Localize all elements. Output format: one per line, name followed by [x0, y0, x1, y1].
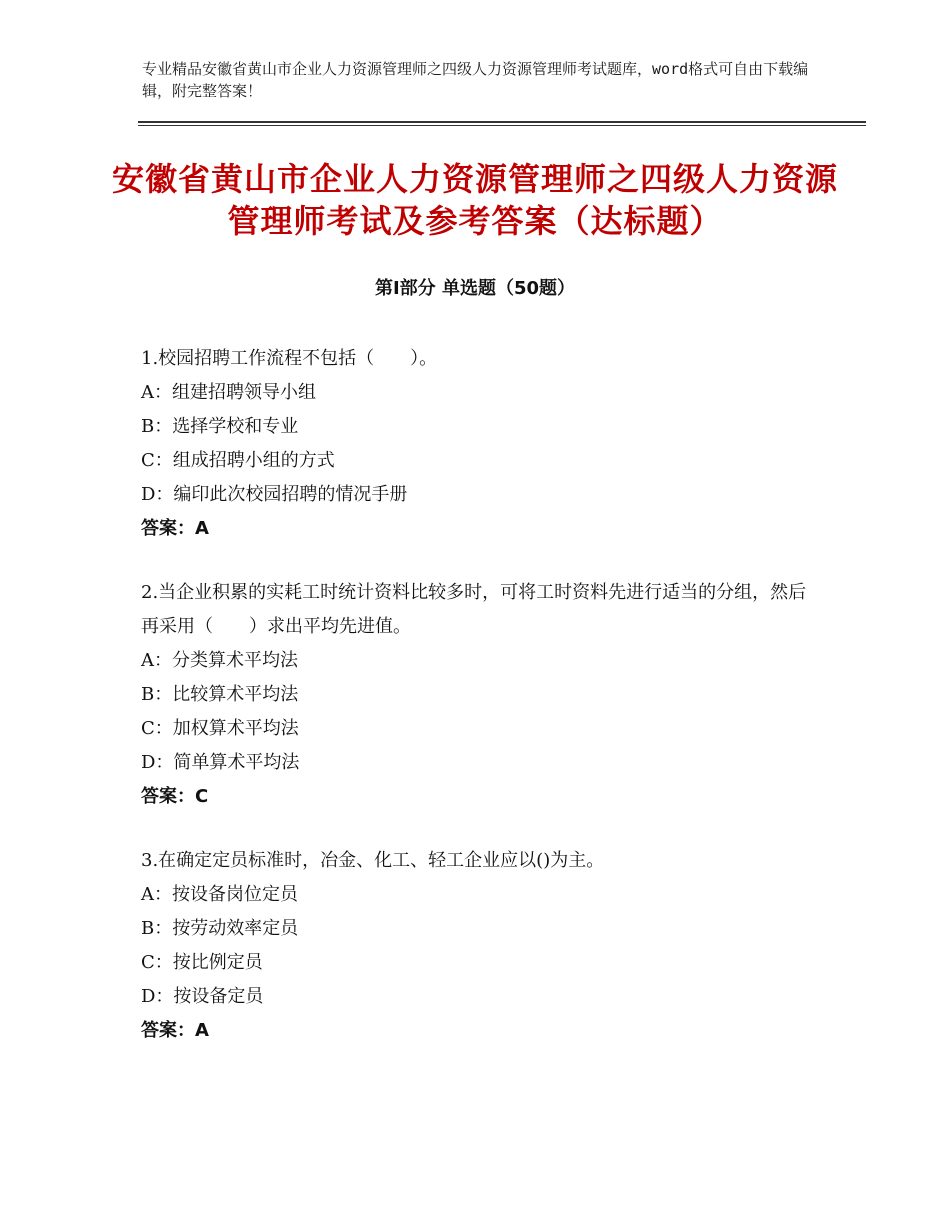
question-1 — [141, 342, 821, 546]
question-list — [141, 342, 821, 1078]
option-c: C：加权算术平均法 — [141, 718, 299, 739]
question-3 — [141, 844, 821, 1048]
option-d: D：简单算术平均法 — [141, 752, 300, 773]
option-b: B：选择学校和专业 — [141, 416, 299, 437]
option-a: A：按设备岗位定员 — [141, 884, 298, 905]
document-title: 安徽省黄山市企业人力资源管理师之四级人力资源管理师考试及参考答案（达标题） — [111, 160, 838, 240]
header-divider — [138, 121, 866, 123]
header-note: 专业精品安徽省黄山市企业人力资源管理师之四级人力资源管理师考试题库，word格式可自由下载编辑，附完整答案！ — [142, 60, 809, 100]
question-stem: 1.校园招聘工作流程不包括（ ）。 — [141, 348, 438, 369]
question-stem: 2.当企业积累的实耗工时统计资料比较多时，可将工时资料先进行适当的分组，然后再采用（ ）求出平均先进值。 — [141, 582, 807, 637]
option-a: A：分类算术平均法 — [141, 650, 298, 671]
question-stem: 3.在确定定员标准时，冶金、化工、轻工企业应以()为主。 — [141, 850, 605, 871]
option-b: B：比较算术平均法 — [141, 684, 299, 705]
option-c: C：按比例定员 — [141, 952, 263, 973]
option-d: D：按设备定员 — [141, 986, 264, 1007]
section-title: 第Ⅰ部分 单选题（50题） — [374, 278, 575, 299]
option-a: A：组建招聘领导小组 — [141, 382, 316, 403]
question-answer: 答案：A — [141, 1020, 209, 1041]
option-b: B：按劳动效率定员 — [141, 918, 299, 939]
header-divider-thin — [138, 125, 866, 126]
option-c: C：组成招聘小组的方式 — [141, 450, 335, 471]
option-d: D：编印此次校园招聘的情况手册 — [141, 484, 408, 505]
question-2 — [141, 576, 821, 814]
question-answer: 答案：C — [141, 786, 209, 807]
question-answer: 答案：A — [141, 518, 209, 539]
